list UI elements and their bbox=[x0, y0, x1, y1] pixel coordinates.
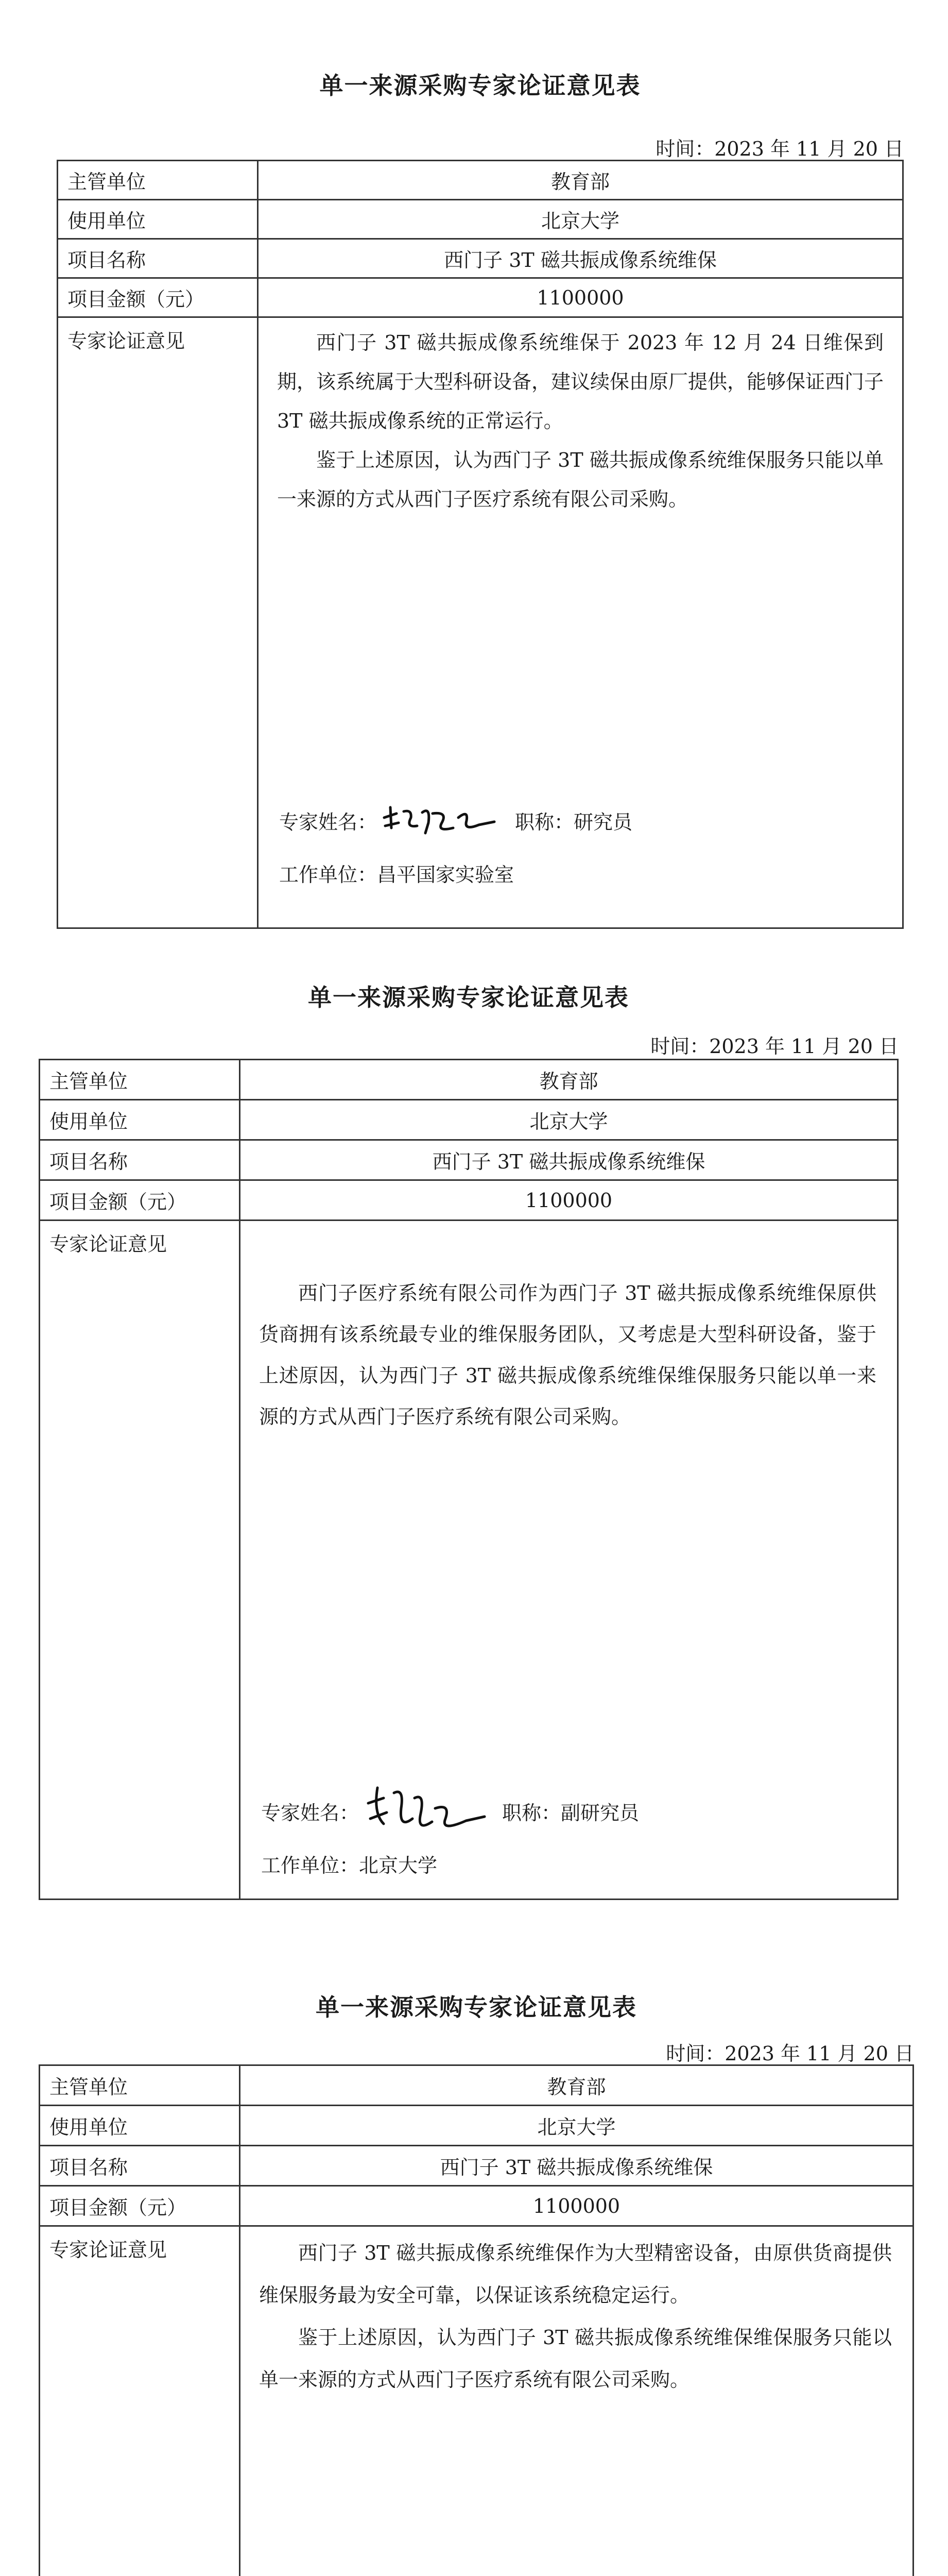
form-title: 单一来源采购专家论证意见表 bbox=[319, 72, 641, 99]
row-value-project-name: 西门子 3T 磁共振成像系统维保 bbox=[240, 1140, 898, 1180]
opinion-cell bbox=[240, 2226, 913, 2576]
table-row bbox=[40, 1221, 898, 1900]
row-label-project-name: 项目名称 bbox=[40, 2146, 240, 2186]
opinion-table bbox=[39, 2064, 914, 2576]
opinion-text bbox=[259, 2232, 892, 2401]
form-title: 单一来源采购专家论证意见表 bbox=[316, 1993, 637, 2021]
table-row bbox=[40, 2065, 913, 2106]
expert-name-label: 专家姓名： bbox=[279, 810, 377, 834]
opinion-cell bbox=[258, 317, 903, 928]
table-row bbox=[40, 1100, 898, 1140]
form-date: 时间：2023 年 11 月 20 日 bbox=[650, 1035, 899, 1058]
row-value-user-unit: 北京大学 bbox=[258, 200, 903, 239]
table-row bbox=[40, 1140, 898, 1180]
expert-title: 职称：研究员 bbox=[515, 810, 633, 834]
opinion-paragraph: 鉴于上述原因，认为西门子 3T 磁共振成像系统维保维保服务只能以单一来源的方式从西门子医疗系统有限公司采购。 bbox=[259, 2326, 892, 2391]
table-row bbox=[40, 2226, 913, 2576]
row-label-project-name: 项目名称 bbox=[58, 239, 258, 278]
opinion-label: 专家论证意见 bbox=[58, 317, 258, 928]
opinion-paragraph: 鉴于上述原因，认为西门子 3T 磁共振成像系统维保服务只能以单一来源的方式从西门子医疗系统有限公司采购。 bbox=[277, 449, 884, 511]
table-row bbox=[58, 161, 903, 200]
expert-name-row bbox=[261, 1783, 639, 1839]
row-label-project-name: 项目名称 bbox=[40, 1140, 240, 1180]
handwritten-signature bbox=[363, 1783, 487, 1839]
opinion-label: 专家论证意见 bbox=[40, 1221, 240, 1900]
row-label-project-amount: 项目金额（元） bbox=[58, 278, 258, 317]
row-label-user-unit: 使用单位 bbox=[40, 2106, 240, 2146]
row-label-user-unit: 使用单位 bbox=[40, 1100, 240, 1140]
table-row bbox=[58, 200, 903, 239]
expert-opinion-form-1 bbox=[57, 67, 904, 943]
row-label-project-amount: 项目金额（元） bbox=[40, 2186, 240, 2226]
table-row bbox=[40, 2146, 913, 2186]
table-row bbox=[40, 2106, 913, 2146]
row-value-competent-unit: 教育部 bbox=[258, 161, 903, 200]
opinion-paragraph: 西门子 3T 磁共振成像系统维保于 2023 年 12 月 24 日维保到期，该系统属于大型科研设备，建议续保由原厂提供，能够保证西门子 3T 磁共振成像系统的正常运行。 bbox=[277, 331, 884, 432]
table-row bbox=[58, 239, 903, 278]
expert-opinion-form-3 bbox=[39, 1989, 914, 2576]
expert-name-row bbox=[279, 802, 632, 838]
form-title: 单一来源采购专家论证意见表 bbox=[308, 984, 629, 1011]
row-label-project-amount: 项目金额（元） bbox=[40, 1180, 240, 1221]
row-label-competent-unit: 主管单位 bbox=[58, 161, 258, 200]
form-date: 时间：2023 年 11 月 20 日 bbox=[666, 2042, 914, 2065]
row-value-user-unit: 北京大学 bbox=[240, 2106, 913, 2146]
row-value-project-name: 西门子 3T 磁共振成像系统维保 bbox=[258, 239, 903, 278]
expert-title: 职称：副研究员 bbox=[502, 1801, 640, 1824]
work-unit: 工作单位：昌平国家实验室 bbox=[279, 863, 514, 886]
row-label-user-unit: 使用单位 bbox=[58, 200, 258, 239]
row-label-competent-unit: 主管单位 bbox=[40, 1060, 240, 1100]
work-unit: 工作单位：北京大学 bbox=[261, 1854, 438, 1877]
table-row bbox=[40, 1060, 898, 1100]
opinion-cell bbox=[240, 1221, 898, 1900]
opinion-text bbox=[259, 1273, 876, 1437]
opinion-table bbox=[57, 160, 904, 929]
row-label-competent-unit: 主管单位 bbox=[40, 2065, 240, 2106]
opinion-label: 专家论证意见 bbox=[40, 2226, 240, 2576]
row-value-project-name: 西门子 3T 磁共振成像系统维保 bbox=[240, 2146, 913, 2186]
opinion-table bbox=[39, 1059, 899, 1900]
opinion-paragraph: 西门子医疗系统有限公司作为西门子 3T 磁共振成像系统维保原供货商拥有该系统最专业的维保服务团队，又考虑是大型科研设备，鉴于上述原因，认为西门子 3T 磁共振成像系统维保维保服务只能以单一来源的方式从西门子医疗系统有限公司采购。 bbox=[259, 1282, 876, 1428]
row-value-project-amount: 1100000 bbox=[240, 2186, 913, 2226]
table-row bbox=[58, 317, 903, 928]
row-value-competent-unit: 教育部 bbox=[240, 2065, 913, 2106]
opinion-paragraph: 西门子 3T 磁共振成像系统维保作为大型精密设备，由原供货商提供维保服务最为安全可靠，以保证该系统稳定运行。 bbox=[259, 2242, 892, 2307]
form-date: 时间：2023 年 11 月 20 日 bbox=[656, 138, 904, 160]
row-value-competent-unit: 教育部 bbox=[240, 1060, 898, 1100]
table-row bbox=[40, 2186, 913, 2226]
expert-name-label: 专家姓名： bbox=[261, 1801, 359, 1824]
row-value-user-unit: 北京大学 bbox=[240, 1100, 898, 1140]
handwritten-signature bbox=[381, 802, 499, 838]
row-value-project-amount: 1100000 bbox=[240, 1180, 898, 1221]
table-row bbox=[40, 1180, 898, 1221]
expert-opinion-form-2 bbox=[39, 979, 899, 1906]
row-value-project-amount: 1100000 bbox=[258, 278, 903, 317]
opinion-text bbox=[277, 323, 884, 519]
table-row bbox=[58, 278, 903, 317]
